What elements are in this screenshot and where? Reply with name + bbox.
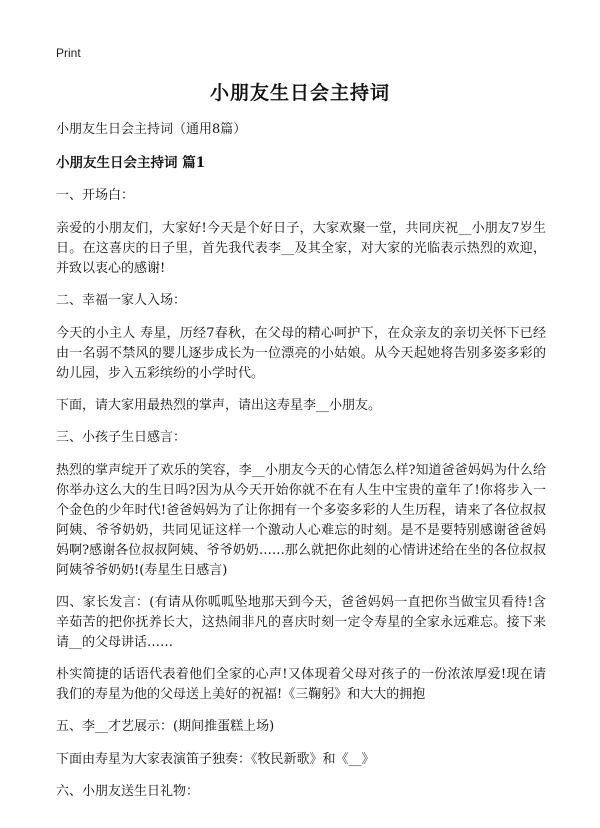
section-4-paragraph-2: 朴实简捷的话语代表着他们全家的心声!又体现着父母对孩子的一份浓浓厚爱!现在请我们的寿星为他的父母送上美好的祝福!《三鞠躬》和大大的拥抱 [56,667,546,702]
document-body [56,120,546,815]
section-4-paragraph-1: 四、家长发言：(有请从你呱呱坠地那天到今天，爸爸妈妈一直把你当做宝贝看待!含辛茹苦的把你抚养长大，这热闹非凡的喜庆时刻一定令寿星的全家永远难忘。接下来请__的父母讲话…… [56,595,546,650]
section-5-title: 五、李__才艺展示：(期间推蛋糕上场) [56,719,275,734]
section-1-paragraph: 亲爱的小朋友们，大家好!今天是个好日子，大家欢聚一堂，共同庆祝__小朋友7岁生日。在这喜庆的日子里，首先我代表李__及其全家，对大家的光临表示热烈的欢迎，并致以衷心的感谢! [56,221,546,276]
print-label[interactable]: Print [56,46,81,60]
section-3-paragraph: 热烈的掌声绽开了欢乐的笑容，李__小朋友今天的心情怎么样?知道爸爸妈妈为什么给你举办这么大的生日吗?因为从今天开始你就不在有人生中宝贵的童年了!你将步入一个金色的少年时代!爸爸妈妈为了让你拥有一个多姿多彩的人生历程，请来了各位叔叔阿姨、爷爷奶奶，共同见证这样一个激动人心难忘的时刻。是不是要特别感谢爸爸妈妈啊?感谢各位叔叔阿姨、爷爷奶奶……那么就把你此刻的心情讲述给在坐的各位叔叔阿姨爷爷奶奶!(寿星生日感言) [56,463,546,578]
section-3-title: 三、小孩子生日感言： [56,430,187,445]
section-2-title: 二、幸福一家人入场： [56,293,187,308]
section-2-paragraph-2: 下面，请大家用最热烈的掌声，请出这寿星李__小朋友。 [56,398,382,413]
section-1-title: 一、开场白： [56,188,135,203]
section-2-paragraph-1: 今天的小主人 寿星，历经7春秋，在父母的精心呵护下，在众亲友的亲切关怀下已经由一名弱不禁风的婴儿逐步成长为一位漂亮的小姑娘。从今天起她将告别多姿多彩的幼儿园，步入五彩缤纷的小学时代。 [56,326,546,381]
section-6-title: 六、小朋友送生日礼物： [56,784,200,799]
document-title: 小朋友生日会主持词 [209,82,390,104]
chapter-heading: 小朋友生日会主持词 篇1 [56,155,206,171]
section-5-paragraph: 下面由寿星为大家表演笛子独奏：《牧民新歌》和《__》 [56,752,375,767]
document-subtitle: 小朋友生日会主持词（通用8篇） [56,122,247,137]
